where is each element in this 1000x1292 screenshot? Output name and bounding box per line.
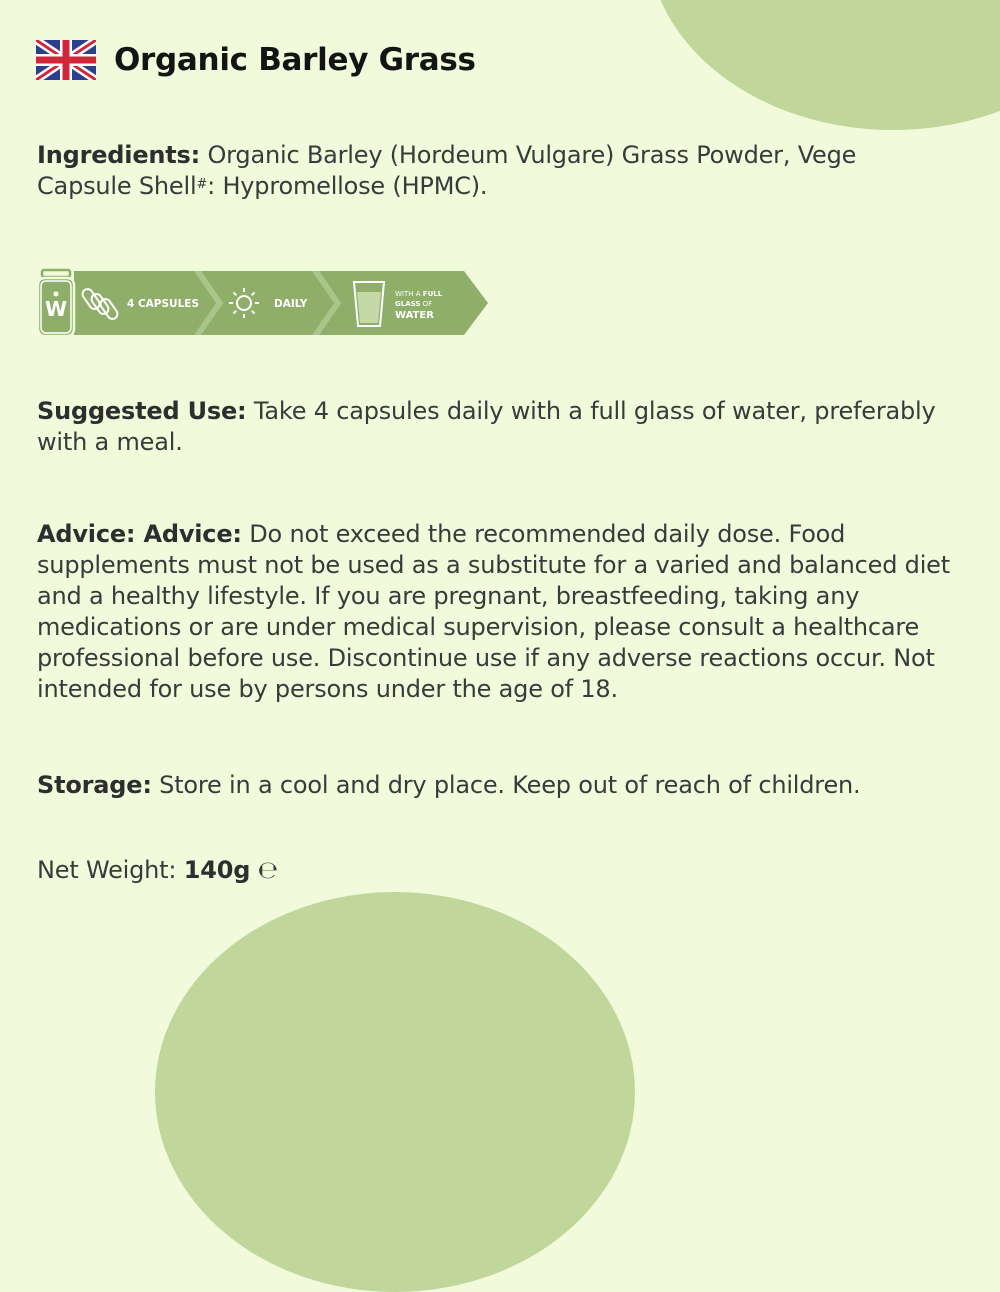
dosage-instructions-strip [36, 268, 492, 338]
net-weight-value: 140g [183, 856, 251, 884]
glass-label: GLASS [395, 300, 421, 308]
suggested-use-section [37, 396, 957, 458]
uk-flag-icon [36, 40, 96, 80]
ingredients-section [37, 140, 957, 202]
of-label: OF [422, 300, 433, 308]
storage-section [37, 770, 957, 801]
ingredients-label: Ingredients: [37, 141, 201, 169]
estimated-sign-icon: ℮ [257, 856, 278, 884]
ingredients-footnote-mark: # [196, 177, 208, 192]
with-a-label: WITH A [395, 290, 421, 298]
suggested-use-text: Take 4 capsules daily with a full glass of water, preferably with a meal. [37, 397, 936, 456]
net-weight-section [37, 855, 957, 886]
storage-text: Store in a cool and dry place. Keep out of reach of children. [159, 771, 861, 799]
decorative-blob-bottom [155, 892, 635, 1292]
storage-label: Storage: [37, 771, 152, 799]
full-label: FULL [422, 290, 443, 298]
suggested-use-label: Suggested Use: [37, 397, 247, 425]
water-label: WATER [395, 310, 434, 321]
advice-section [37, 519, 957, 705]
bottle-icon [38, 270, 74, 336]
ingredients-text-end: : Hypromellose (HPMC). [207, 172, 488, 200]
bottle-logo: W [44, 297, 68, 321]
page-header [36, 38, 476, 82]
advice-text: Do not exceed the recommended daily dose. Food supplements must not be used as a substitute for a varied and balanced diet and a healthy lifestyle. If you are pregnant, breastfeeding, taking any medications or are under medical supervision, please consult a healthcare professional before use. Discontinue use if any adverse reactions occur. Not intended for use by persons under the age of 18. [37, 520, 950, 703]
glass-of-line [395, 300, 432, 308]
daily-label: DAILY [274, 298, 308, 310]
capsules-label: 4 CAPSULES [127, 298, 200, 310]
advice-label: Advice: Advice: [37, 520, 242, 548]
decorative-blob-top [648, 0, 1000, 130]
page-title: Organic Barley Grass [114, 42, 476, 78]
ingredients-text: Organic Barley (Hordeum Vulgare) Grass Powder, Vege Capsule Shell [37, 141, 857, 200]
with-a-full-line [395, 290, 443, 298]
net-weight-label: Net Weight: [37, 856, 177, 884]
